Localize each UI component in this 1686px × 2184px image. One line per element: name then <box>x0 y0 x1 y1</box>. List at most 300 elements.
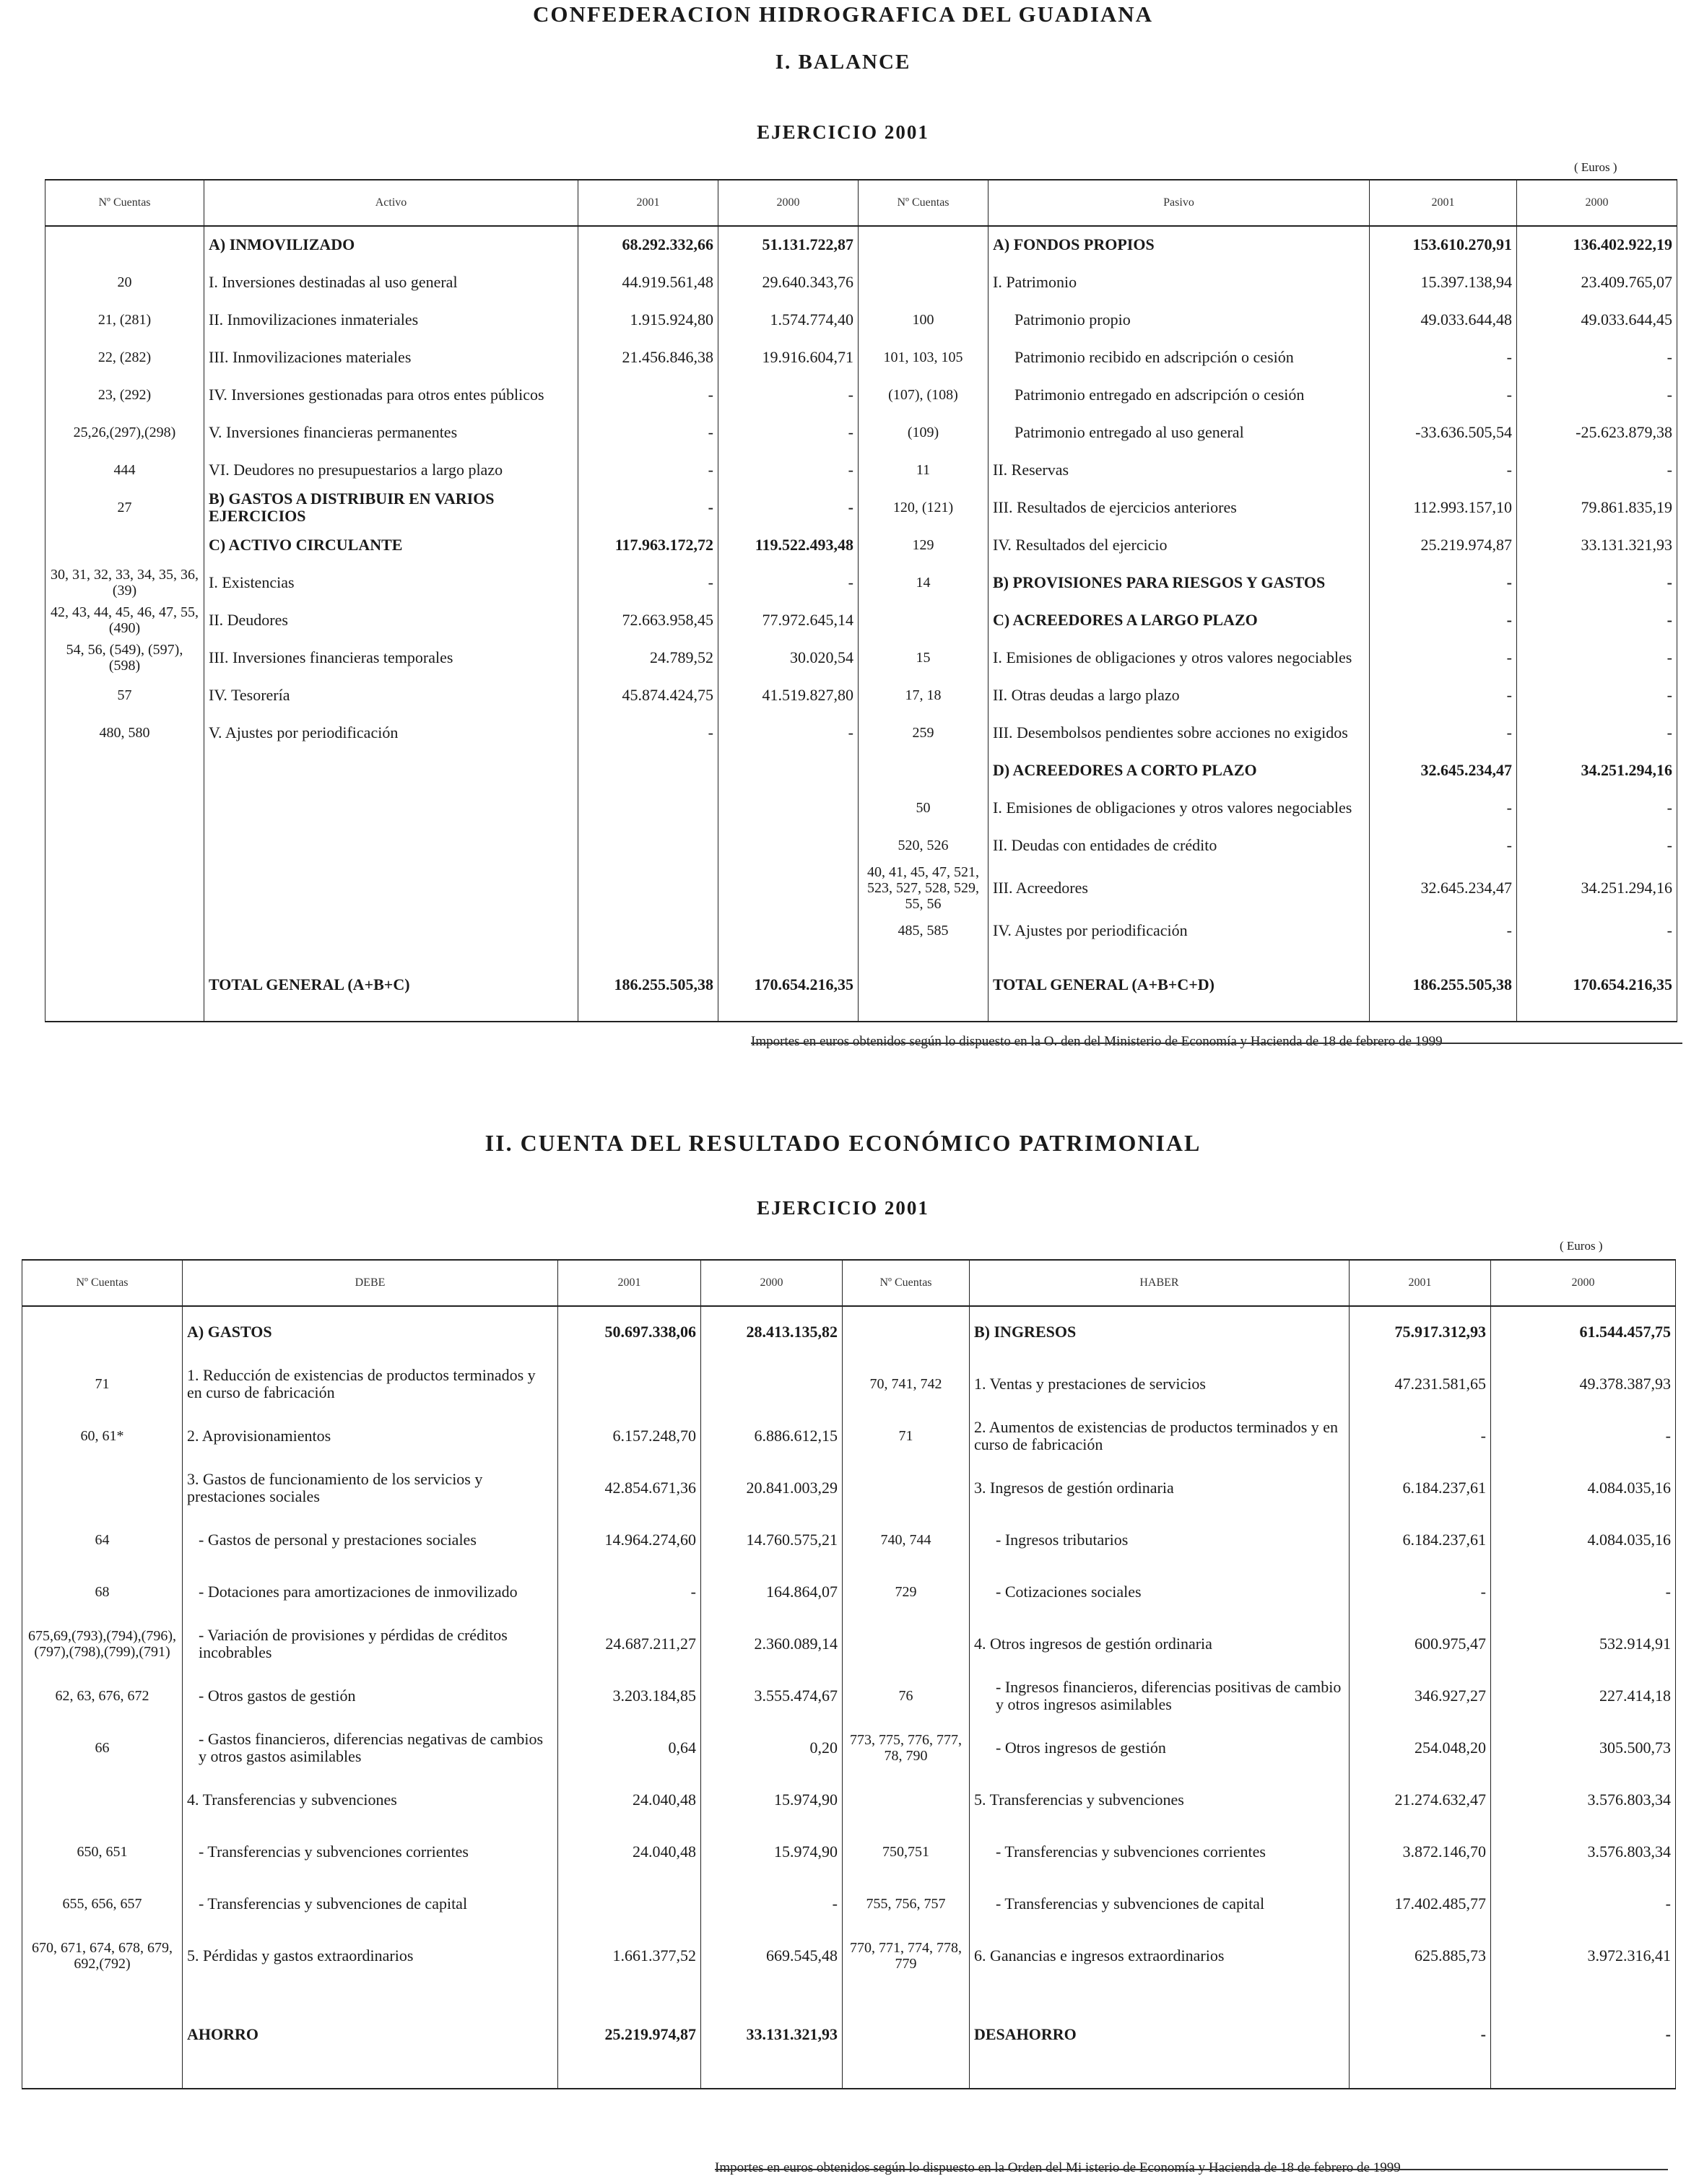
resultado-value-2000-left: 14.760.575,21 <box>701 1514 843 1566</box>
resultado-row <box>22 1514 1676 1566</box>
balance-concept-right: A) FONDOS PROPIOS <box>988 226 1370 264</box>
resultado-concept-right: 4. Otros ingresos de gestión ordinaria <box>970 1618 1350 1670</box>
balance-value-2001-left <box>578 752 718 789</box>
balance-cuentas-right: (109) <box>859 414 988 451</box>
resultado-concept-left: 3. Gastos de funcionamiento de los servicios y prestaciones sociales <box>183 1462 558 1514</box>
balance-cuentas-left: 25,26,(297),(298) <box>45 414 204 451</box>
balance-value-2000-left: 29.640.343,76 <box>718 264 859 301</box>
balance-value-2001-left: 45.874.424,75 <box>578 676 718 714</box>
resultado-concept-right: DESAHORRO <box>970 1982 1350 2089</box>
resultado-concept-right: - Otros ingresos de gestión <box>970 1722 1350 1774</box>
balance-cuentas-right: (107), (108) <box>859 376 988 414</box>
balance-value-2000-right: - <box>1517 601 1677 639</box>
balance-concept-left: A) INMOVILIZADO <box>204 226 578 264</box>
resultado-value-2000-left: - <box>701 1878 843 1930</box>
resultado-value-2000-left <box>701 1358 843 1410</box>
balance-value-2000-right: 34.251.294,16 <box>1517 864 1677 912</box>
resultado-concept-right: - Ingresos financieros, diferencias positivas de cambio y otros ingresos asimilables <box>970 1670 1350 1722</box>
balance-row <box>45 451 1677 489</box>
balance-ejercicio: EJERCICIO 2001 <box>757 121 929 143</box>
balance-value-2001-left: 24.789,52 <box>578 639 718 676</box>
resultado-value-2000-right: 61.544.457,75 <box>1491 1306 1676 1358</box>
resultado-value-2001-right: 3.872.146,70 <box>1350 1826 1491 1878</box>
resultado-value-2001-right: - <box>1350 1982 1491 2089</box>
balance-value-2000-right: 170.654.216,35 <box>1517 949 1677 1022</box>
resultado-cuentas-left <box>22 1774 183 1826</box>
balance-concept-left: B) GASTOS A DISTRIBUIR EN VARIOS EJERCICIOS <box>204 489 578 526</box>
balance-value-2000-left <box>718 827 859 864</box>
balance-concept-right: Patrimonio recibido en adscripción o cesión <box>988 339 1370 376</box>
resultado-value-2000-left: 20.841.003,29 <box>701 1462 843 1514</box>
balance-concept-right: Patrimonio propio <box>988 301 1370 339</box>
balance-cuentas-right <box>859 601 988 639</box>
resultado-value-2001-left: 24.040,48 <box>558 1826 701 1878</box>
resultado-value-2000-right: 305.500,73 <box>1491 1722 1676 1774</box>
resultado-value-2000-left: 15.974,90 <box>701 1774 843 1826</box>
balance-value-2001-right: - <box>1370 714 1517 752</box>
balance-value-2000-right: 79.861.835,19 <box>1517 489 1677 526</box>
balance-row <box>45 676 1677 714</box>
balance-value-2001-right: - <box>1370 639 1517 676</box>
resultado-value-2000-right: - <box>1491 1878 1676 1930</box>
balance-value-2000-right: - <box>1517 676 1677 714</box>
balance-concept-right: D) ACREEDORES A CORTO PLAZO <box>988 752 1370 789</box>
balance-cuentas-right: 259 <box>859 714 988 752</box>
balance-title: I. BALANCE <box>775 51 911 74</box>
resultado-row <box>22 1410 1676 1462</box>
balance-cuentas-left <box>45 226 204 264</box>
balance-value-2000-left: - <box>718 451 859 489</box>
balance-concept-right: I. Emisiones de obligaciones y otros valores negociables <box>988 639 1370 676</box>
balance-concept-right: III. Acreedores <box>988 864 1370 912</box>
resultado-row <box>22 1358 1676 1410</box>
resultado-value-2001-right: - <box>1350 1410 1491 1462</box>
balance-cuentas-right: 11 <box>859 451 988 489</box>
balance-concept-left: IV. Inversiones gestionadas para otros entes públicos <box>204 376 578 414</box>
balance-row <box>45 301 1677 339</box>
resultado-value-2000-right: 532.914,91 <box>1491 1618 1676 1670</box>
balance-cuentas-left: 54, 56, (549), (597), (598) <box>45 639 204 676</box>
balance-concept-left <box>204 864 578 912</box>
balance-value-2000-left: 41.519.827,80 <box>718 676 859 714</box>
balance-value-2001-right: 49.033.644,48 <box>1370 301 1517 339</box>
resultado-cuentas-left: 650, 651 <box>22 1826 183 1878</box>
resultado-cuentas-right: 770, 771, 774, 778, 779 <box>843 1930 970 1982</box>
balance-cuentas-right: 14 <box>859 564 988 601</box>
balance-cuentas-right: 520, 526 <box>859 827 988 864</box>
balance-value-2000-left: - <box>718 714 859 752</box>
resultado-concept-right: B) INGRESOS <box>970 1306 1350 1358</box>
balance-value-2000-left: - <box>718 414 859 451</box>
resultado-concept-left: 2. Aprovisionamientos <box>183 1410 558 1462</box>
balance-value-2000-left <box>718 752 859 789</box>
balance-row <box>45 226 1677 264</box>
balance-row <box>45 339 1677 376</box>
balance-row <box>45 414 1677 451</box>
resultado-row <box>22 1566 1676 1618</box>
resultado-value-2001-left: 42.854.671,36 <box>558 1462 701 1514</box>
resultado-concept-left: - Dotaciones para amortizaciones de inmovilizado <box>183 1566 558 1618</box>
balance-concept-left: IV. Tesorería <box>204 676 578 714</box>
header-2000-pasivo: 2000 <box>1517 180 1677 226</box>
resultado-value-2001-left: 0,64 <box>558 1722 701 1774</box>
balance-cuentas-right: 100 <box>859 301 988 339</box>
resultado-cuentas-right <box>843 1306 970 1358</box>
resultado-value-2001-right: 346.927,27 <box>1350 1670 1491 1722</box>
balance-value-2000-left: - <box>718 376 859 414</box>
balance-concept-right: II. Deudas con entidades de crédito <box>988 827 1370 864</box>
balance-value-2001-right: - <box>1370 339 1517 376</box>
balance-cuentas-left: 20 <box>45 264 204 301</box>
balance-value-2000-right: 33.131.321,93 <box>1517 526 1677 564</box>
balance-value-2000-right: 34.251.294,16 <box>1517 752 1677 789</box>
resultado-value-2000-left: 0,20 <box>701 1722 843 1774</box>
balance-concept-left: III. Inmovilizaciones materiales <box>204 339 578 376</box>
resultado-value-2001-right: 625.885,73 <box>1350 1930 1491 1982</box>
balance-value-2001-left: 117.963.172,72 <box>578 526 718 564</box>
balance-concept-right: IV. Ajustes por periodificación <box>988 912 1370 949</box>
balance-value-2001-right: 112.993.157,10 <box>1370 489 1517 526</box>
balance-cuentas-right: 50 <box>859 789 988 827</box>
resultado-value-2000-left: 164.864,07 <box>701 1566 843 1618</box>
resultado-row <box>22 1462 1676 1514</box>
balance-cuentas-left: 23, (292) <box>45 376 204 414</box>
balance-value-2001-left <box>578 827 718 864</box>
balance-value-2001-left: 1.915.924,80 <box>578 301 718 339</box>
header-2000-activo: 2000 <box>718 180 859 226</box>
balance-cuentas-left <box>45 789 204 827</box>
balance-row <box>45 526 1677 564</box>
balance-value-2001-right: 32.645.234,47 <box>1370 864 1517 912</box>
balance-value-2001-left: - <box>578 714 718 752</box>
resultado-concept-left: 1. Reducción de existencias de productos terminados y en curso de fabricación <box>183 1358 558 1410</box>
resultado-value-2001-left <box>558 1878 701 1930</box>
balance-value-2000-left: 119.522.493,48 <box>718 526 859 564</box>
header-2001-activo: 2001 <box>578 180 718 226</box>
resultado-value-2001-left: 6.157.248,70 <box>558 1410 701 1462</box>
balance-value-2000-right: - <box>1517 639 1677 676</box>
resultado-cuentas-left: 62, 63, 676, 672 <box>22 1670 183 1722</box>
balance-cuentas-right: 120, (121) <box>859 489 988 526</box>
balance-value-2000-right: - <box>1517 564 1677 601</box>
balance-cuentas-left: 22, (282) <box>45 339 204 376</box>
resultado-value-2000-right: 3.576.803,34 <box>1491 1774 1676 1826</box>
resultado-concept-right: 3. Ingresos de gestión ordinaria <box>970 1462 1350 1514</box>
balance-value-2000-left: 77.972.645,14 <box>718 601 859 639</box>
balance-value-2001-left: 68.292.332,66 <box>578 226 718 264</box>
resultado-concept-left: 4. Transferencias y subvenciones <box>183 1774 558 1826</box>
resultado-cuentas-right: 71 <box>843 1410 970 1462</box>
balance-value-2000-right: - <box>1517 827 1677 864</box>
balance-value-2000-left <box>718 789 859 827</box>
balance-value-2000-left <box>718 864 859 912</box>
resultado-value-2001-right: - <box>1350 1566 1491 1618</box>
balance-cuentas-right <box>859 752 988 789</box>
resultado-concept-left: - Variación de provisiones y pérdidas de créditos incobrables <box>183 1618 558 1670</box>
balance-value-2001-left: 72.663.958,45 <box>578 601 718 639</box>
resultado-note: Importes en euros obtenidos según lo dispuesto en la Orden del Mi isterio de Economía y Hacienda de 18 de febrero de 1999 <box>715 2160 1401 2175</box>
balance-value-2001-right: 32.645.234,47 <box>1370 752 1517 789</box>
balance-cuentas-left <box>45 864 204 912</box>
balance-row <box>45 827 1677 864</box>
resultado-value-2001-left: 50.697.338,06 <box>558 1306 701 1358</box>
resultado-value-2001-left: 1.661.377,52 <box>558 1930 701 1982</box>
resultado-cuentas-left: 60, 61* <box>22 1410 183 1462</box>
resultado-value-2001-left <box>558 1358 701 1410</box>
balance-concept-right: C) ACREEDORES A LARGO PLAZO <box>988 601 1370 639</box>
balance-cuentas-left: 42, 43, 44, 45, 46, 47, 55, (490) <box>45 601 204 639</box>
resultado-row <box>22 1618 1676 1670</box>
balance-value-2001-left <box>578 912 718 949</box>
resultado-cuentas-left: 66 <box>22 1722 183 1774</box>
resultado-note-rule <box>715 2169 1668 2170</box>
balance-value-2000-left: - <box>718 564 859 601</box>
resultado-cuentas-left: 64 <box>22 1514 183 1566</box>
balance-value-2000-right: - <box>1517 714 1677 752</box>
balance-value-2001-left: 44.919.561,48 <box>578 264 718 301</box>
resultado-units: ( Euros ) <box>1560 1239 1603 1253</box>
resultado-value-2000-right: - <box>1491 1982 1676 2089</box>
balance-value-2000-left: - <box>718 489 859 526</box>
resultado-row <box>22 1878 1676 1930</box>
resultado-value-2001-right: 47.231.581,65 <box>1350 1358 1491 1410</box>
balance-cuentas-right <box>859 949 988 1022</box>
resultado-concept-right: 1. Ventas y prestaciones de servicios <box>970 1358 1350 1410</box>
resultado-value-2001-right: 75.917.312,93 <box>1350 1306 1491 1358</box>
balance-cuentas-left <box>45 912 204 949</box>
resultado-concept-left: 5. Pérdidas y gastos extraordinarios <box>183 1930 558 1982</box>
resultado-cuentas-right: 70, 741, 742 <box>843 1358 970 1410</box>
resultado-value-2000-left: 33.131.321,93 <box>701 1982 843 2089</box>
resultado-value-2000-left: 3.555.474,67 <box>701 1670 843 1722</box>
resultado-value-2000-left: 669.545,48 <box>701 1930 843 1982</box>
balance-row <box>45 864 1677 912</box>
balance-concept-right: III. Resultados de ejercicios anteriores <box>988 489 1370 526</box>
resultado-value-2001-left: 25.219.974,87 <box>558 1982 701 2089</box>
balance-concept-right: I. Emisiones de obligaciones y otros valores negociables <box>988 789 1370 827</box>
resultado-cuentas-left <box>22 1462 183 1514</box>
balance-concept-left <box>204 789 578 827</box>
header-2000-haber: 2000 <box>1491 1260 1676 1306</box>
resultado-cuentas-right <box>843 1982 970 2089</box>
balance-value-2000-right: 136.402.922,19 <box>1517 226 1677 264</box>
resultado-value-2000-right: - <box>1491 1410 1676 1462</box>
resultado-cuentas-left: 675,69,(793),(794),(796),(797),(798),(799),(791) <box>22 1618 183 1670</box>
balance-value-2000-right: - <box>1517 339 1677 376</box>
header-debe: DEBE <box>183 1260 558 1306</box>
balance-concept-left <box>204 827 578 864</box>
resultado-row <box>22 1930 1676 1982</box>
balance-header-row <box>45 180 1677 226</box>
resultado-cuentas-left: 670, 671, 674, 678, 679, 692,(792) <box>22 1930 183 1982</box>
balance-concept-right: II. Reservas <box>988 451 1370 489</box>
balance-value-2000-left: 1.574.774,40 <box>718 301 859 339</box>
balance-value-2001-left: 186.255.505,38 <box>578 949 718 1022</box>
resultado-value-2001-left: 14.964.274,60 <box>558 1514 701 1566</box>
resultado-cuentas-right: 729 <box>843 1566 970 1618</box>
balance-concept-left: TOTAL GENERAL (A+B+C) <box>204 949 578 1022</box>
balance-row <box>45 714 1677 752</box>
balance-concept-left: II. Inmovilizaciones inmateriales <box>204 301 578 339</box>
balance-value-2000-right: 23.409.765,07 <box>1517 264 1677 301</box>
resultado-concept-right: - Transferencias y subvenciones corrientes <box>970 1826 1350 1878</box>
balance-cuentas-right <box>859 264 988 301</box>
balance-value-2001-left <box>578 864 718 912</box>
balance-value-2001-right: - <box>1370 601 1517 639</box>
header-2000-debe: 2000 <box>701 1260 843 1306</box>
balance-row <box>45 601 1677 639</box>
balance-cuentas-left: 444 <box>45 451 204 489</box>
balance-value-2000-left <box>718 912 859 949</box>
balance-value-2000-left: 170.654.216,35 <box>718 949 859 1022</box>
balance-cuentas-right: 129 <box>859 526 988 564</box>
resultado-value-2001-right: 17.402.485,77 <box>1350 1878 1491 1930</box>
balance-concept-right: TOTAL GENERAL (A+B+C+D) <box>988 949 1370 1022</box>
resultado-concept-left: - Gastos financieros, diferencias negativas de cambios y otros gastos asimilables <box>183 1722 558 1774</box>
resultado-value-2001-right: 6.184.237,61 <box>1350 1514 1491 1566</box>
resultado-concept-left: - Transferencias y subvenciones de capital <box>183 1878 558 1930</box>
resultado-row <box>22 1670 1676 1722</box>
resultado-value-2000-left: 15.974,90 <box>701 1826 843 1878</box>
resultado-concept-left: - Otros gastos de gestión <box>183 1670 558 1722</box>
resultado-value-2001-right: 6.184.237,61 <box>1350 1462 1491 1514</box>
balance-row <box>45 564 1677 601</box>
org-title: CONFEDERACION HIDROGRAFICA DEL GUADIANA <box>532 1 1154 27</box>
balance-value-2001-left: - <box>578 376 718 414</box>
balance-value-2000-left: 51.131.722,87 <box>718 226 859 264</box>
resultado-value-2000-left: 2.360.089,14 <box>701 1618 843 1670</box>
resultado-row <box>22 1722 1676 1774</box>
header-pasivo: Pasivo <box>988 180 1370 226</box>
resultado-concept-right: 5. Transferencias y subvenciones <box>970 1774 1350 1826</box>
resultado-value-2000-right: 49.378.387,93 <box>1491 1358 1676 1410</box>
balance-cuentas-left <box>45 526 204 564</box>
resultado-value-2001-right: 21.274.632,47 <box>1350 1774 1491 1826</box>
balance-row <box>45 264 1677 301</box>
header-cuentas-debe: Nº Cuentas <box>22 1260 183 1306</box>
balance-value-2001-right: - <box>1370 564 1517 601</box>
balance-concept-right: Patrimonio entregado al uso general <box>988 414 1370 451</box>
balance-concept-left <box>204 752 578 789</box>
resultado-value-2000-right: 4.084.035,16 <box>1491 1462 1676 1514</box>
resultado-row <box>22 1982 1676 2089</box>
resultado-cuentas-right: 740, 744 <box>843 1514 970 1566</box>
balance-units: ( Euros ) <box>1574 160 1617 174</box>
balance-note: Importes en euros obtenidos según lo dispuesto en la O. den del Ministerio de Economía y Hacienda de 18 de febrero de 1999 <box>751 1034 1443 1049</box>
balance-value-2001-right: 25.219.974,87 <box>1370 526 1517 564</box>
balance-value-2001-left: 21.456.846,38 <box>578 339 718 376</box>
resultado-title: II. CUENTA DEL RESULTADO ECONÓMICO PATRIMONIAL <box>484 1130 1202 1156</box>
balance-cuentas-right: 40, 41, 45, 47, 521, 523, 527, 528, 529, 55, 56 <box>859 864 988 912</box>
balance-cuentas-left <box>45 752 204 789</box>
balance-concept-left: I. Existencias <box>204 564 578 601</box>
resultado-cuentas-right <box>843 1618 970 1670</box>
balance-cuentas-right <box>859 226 988 264</box>
balance-cuentas-left: 480, 580 <box>45 714 204 752</box>
resultado-concept-left: A) GASTOS <box>183 1306 558 1358</box>
balance-concept-left: I. Inversiones destinadas al uso general <box>204 264 578 301</box>
balance-value-2001-left: - <box>578 451 718 489</box>
balance-value-2001-right: - <box>1370 827 1517 864</box>
resultado-cuentas-right: 76 <box>843 1670 970 1722</box>
balance-table <box>45 179 1677 1022</box>
balance-value-2001-right: - <box>1370 676 1517 714</box>
resultado-concept-right: 6. Ganancias e ingresos extraordinarios <box>970 1930 1350 1982</box>
resultado-table <box>22 1259 1676 2089</box>
balance-row <box>45 912 1677 949</box>
balance-value-2000-right: - <box>1517 789 1677 827</box>
balance-row <box>45 752 1677 789</box>
resultado-value-2001-left: 24.040,48 <box>558 1774 701 1826</box>
resultado-cuentas-right: 755, 756, 757 <box>843 1878 970 1930</box>
balance-concept-right: III. Desembolsos pendientes sobre acciones no exigidos <box>988 714 1370 752</box>
resultado-value-2001-right: 600.975,47 <box>1350 1618 1491 1670</box>
balance-value-2000-right: - <box>1517 912 1677 949</box>
resultado-value-2000-right: 227.414,18 <box>1491 1670 1676 1722</box>
resultado-cuentas-right <box>843 1774 970 1826</box>
resultado-concept-left: AHORRO <box>183 1982 558 2089</box>
balance-value-2000-right: -25.623.879,38 <box>1517 414 1677 451</box>
balance-cuentas-left: 21, (281) <box>45 301 204 339</box>
balance-cuentas-right: 485, 585 <box>859 912 988 949</box>
resultado-row <box>22 1306 1676 1358</box>
balance-value-2001-right: - <box>1370 912 1517 949</box>
balance-cuentas-right: 17, 18 <box>859 676 988 714</box>
resultado-row <box>22 1826 1676 1878</box>
resultado-value-2000-right: 3.972.316,41 <box>1491 1930 1676 1982</box>
balance-cuentas-right: 15 <box>859 639 988 676</box>
resultado-cuentas-left: 655, 656, 657 <box>22 1878 183 1930</box>
header-2001-haber: 2001 <box>1350 1260 1491 1306</box>
balance-cuentas-left: 30, 31, 32, 33, 34, 35, 36, (39) <box>45 564 204 601</box>
resultado-concept-right: 2. Aumentos de existencias de productos terminados y en curso de fabricación <box>970 1410 1350 1462</box>
balance-value-2001-left <box>578 789 718 827</box>
balance-concept-right: B) PROVISIONES PARA RIESGOS Y GASTOS <box>988 564 1370 601</box>
balance-value-2000-left: 30.020,54 <box>718 639 859 676</box>
balance-row <box>45 639 1677 676</box>
resultado-row <box>22 1774 1676 1826</box>
balance-value-2001-left: - <box>578 564 718 601</box>
resultado-concept-left: - Gastos de personal y prestaciones sociales <box>183 1514 558 1566</box>
balance-row <box>45 949 1677 1022</box>
resultado-value-2000-right: - <box>1491 1566 1676 1618</box>
resultado-value-2001-left: 24.687.211,27 <box>558 1618 701 1670</box>
balance-row <box>45 376 1677 414</box>
resultado-ejercicio: EJERCICIO 2001 <box>757 1197 929 1219</box>
balance-value-2000-right: - <box>1517 451 1677 489</box>
balance-cuentas-left: 27 <box>45 489 204 526</box>
balance-cuentas-left: 57 <box>45 676 204 714</box>
resultado-value-2001-left: 3.203.184,85 <box>558 1670 701 1722</box>
balance-cuentas-right: 101, 103, 105 <box>859 339 988 376</box>
balance-concept-left: VI. Deudores no presupuestarios a largo plazo <box>204 451 578 489</box>
resultado-concept-left: - Transferencias y subvenciones corrientes <box>183 1826 558 1878</box>
header-haber: HABER <box>970 1260 1350 1306</box>
balance-value-2000-left: 19.916.604,71 <box>718 339 859 376</box>
balance-concept-left: V. Ajustes por periodificación <box>204 714 578 752</box>
balance-cuentas-left <box>45 949 204 1022</box>
balance-cuentas-left <box>45 827 204 864</box>
header-cuentas-activo: Nº Cuentas <box>45 180 204 226</box>
resultado-cuentas-left <box>22 1982 183 2089</box>
resultado-value-2000-right: 4.084.035,16 <box>1491 1514 1676 1566</box>
resultado-value-2000-left: 6.886.612,15 <box>701 1410 843 1462</box>
resultado-value-2001-left: - <box>558 1566 701 1618</box>
balance-concept-left: II. Deudores <box>204 601 578 639</box>
resultado-concept-right: - Cotizaciones sociales <box>970 1566 1350 1618</box>
balance-concept-right: Patrimonio entregado en adscripción o cesión <box>988 376 1370 414</box>
balance-value-2001-right: - <box>1370 789 1517 827</box>
